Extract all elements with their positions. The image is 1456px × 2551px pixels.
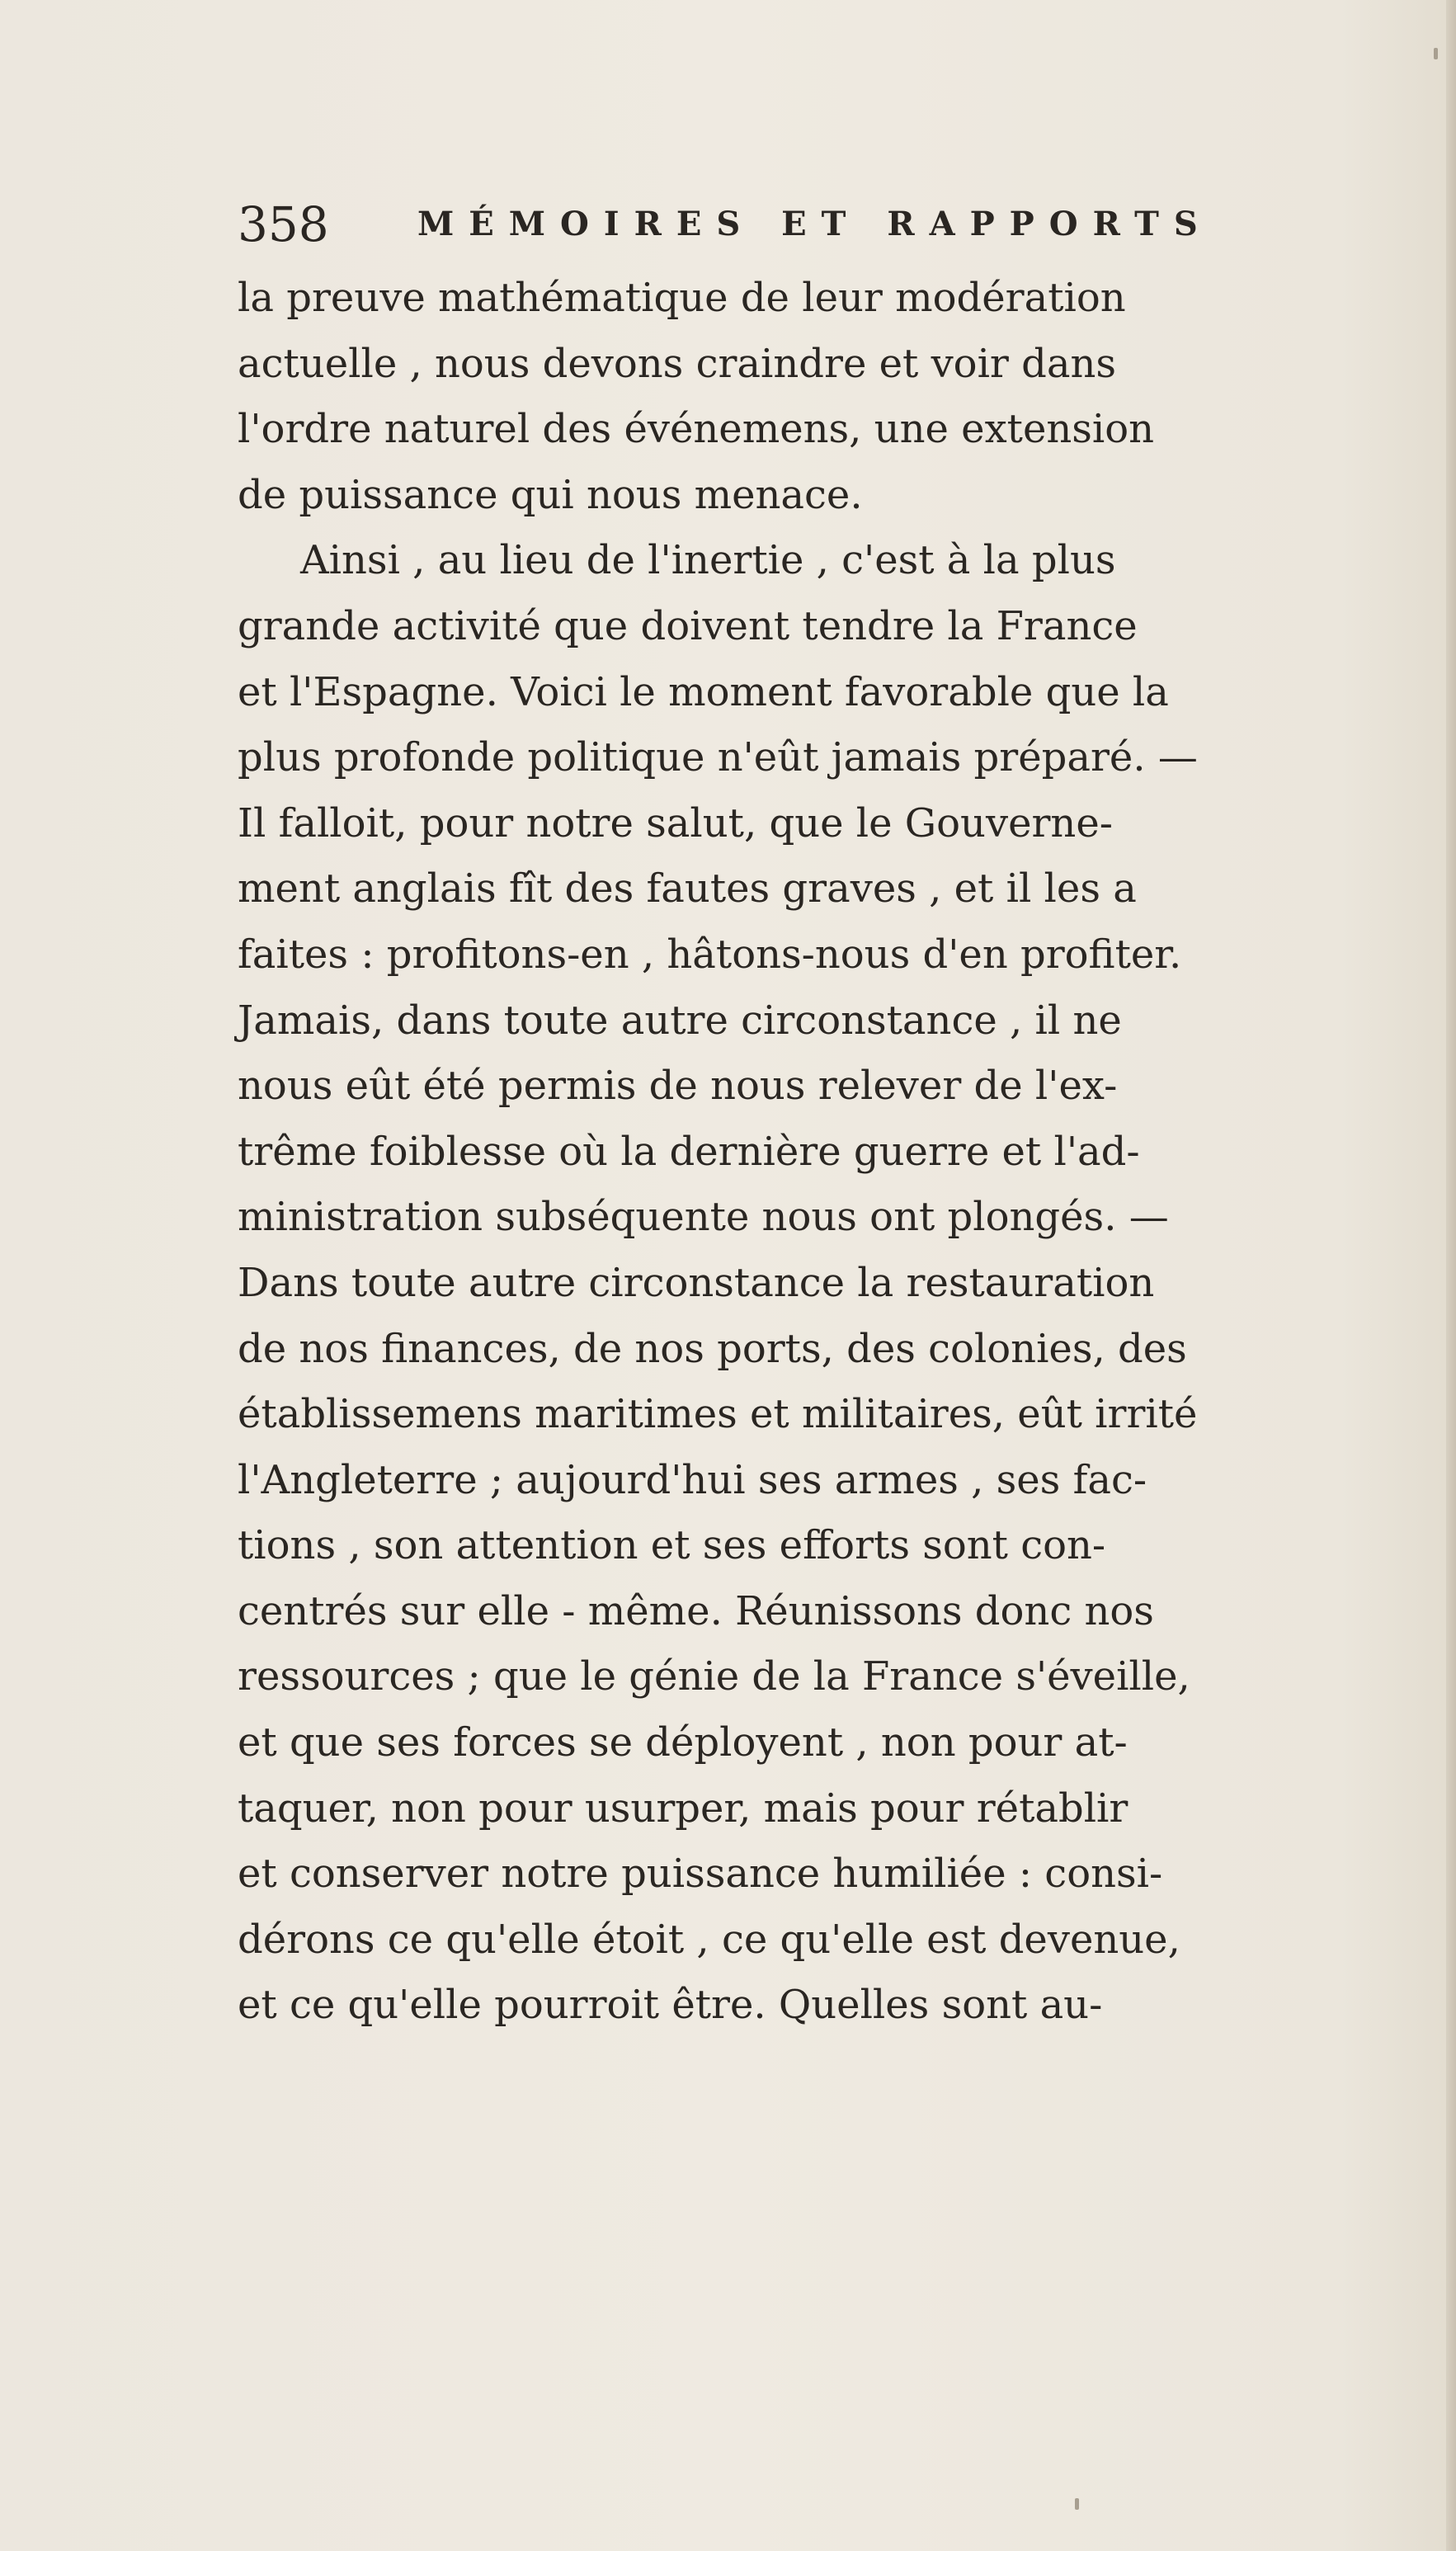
page-header <box>238 191 1392 257</box>
text-line: trême foiblesse où la dernière guerre et l'ad- <box>238 1128 1140 1175</box>
text-line: Dans toute autre circonstance la restauration <box>238 1259 1155 1306</box>
text-line: l'ordre naturel des événemens, une extension <box>238 406 1155 453</box>
text-line: la preuve mathématique de leur modération <box>238 275 1126 321</box>
text-line: et l'Espagne. Voici le moment favorable que la <box>238 668 1169 715</box>
text-line: l'Angleterre ; aujourd'hui ses armes , ses fac- <box>238 1456 1147 1503</box>
text-line: dérons ce qu'elle étoit , ce qu'elle est devenue, <box>238 1916 1180 1963</box>
text-line: grande activité que doivent tendre la France <box>238 602 1138 649</box>
text-line: nous eût été permis de nous relever de l'ex- <box>238 1063 1118 1110</box>
text-line: ministration subséquente nous ont plongés. — <box>238 1194 1169 1241</box>
text-line: et conserver notre puissance humiliée : consi- <box>238 1851 1163 1898</box>
paper-speck <box>1434 48 1438 59</box>
text-line: de puissance qui nous menace. <box>238 471 863 518</box>
page-number: 358 <box>238 196 329 252</box>
text-line: plus profonde politique n'eût jamais préparé. — <box>238 734 1198 781</box>
text-line: et ce qu'elle pourroit être. Quelles sont au- <box>238 1982 1103 2029</box>
text-line: actuelle , nous devons craindre et voir dans <box>238 340 1117 387</box>
text-line: tions , son attention et ses efforts sont con- <box>238 1522 1106 1569</box>
paragraph-start-line: Ainsi , au lieu de l'inertie , c'est à la plus <box>300 537 1116 584</box>
text-line: et que ses forces se déployent , non pour at- <box>238 1719 1128 1766</box>
text-line: de nos finances, de nos ports, des colonies, des <box>238 1325 1187 1372</box>
body-text <box>238 266 1376 2039</box>
text-line: Jamais, dans toute autre circonstance , il ne <box>238 997 1122 1044</box>
text-line: Il falloit, pour notre salut, que le Gouverne- <box>238 799 1113 846</box>
page-edge <box>1446 0 1456 2551</box>
text-line: ment anglais fît des fautes graves , et il les a <box>238 865 1137 912</box>
text-line: centrés sur elle - même. Réunissons donc nos <box>238 1587 1154 1634</box>
running-title: MÉMOIRES ET RAPPORTS <box>417 205 1213 243</box>
paper-speck <box>1075 2498 1079 2510</box>
text-line: taquer, non pour usurper, mais pour rétablir <box>238 1785 1129 1832</box>
text-line: établissemens maritimes et militaires, eût irrité <box>238 1391 1198 1438</box>
text-line: faites : profitons-en , hâtons-nous d'en profiter. <box>238 931 1182 978</box>
text-line: ressources ; que le génie de la France s'éveille, <box>238 1653 1190 1700</box>
